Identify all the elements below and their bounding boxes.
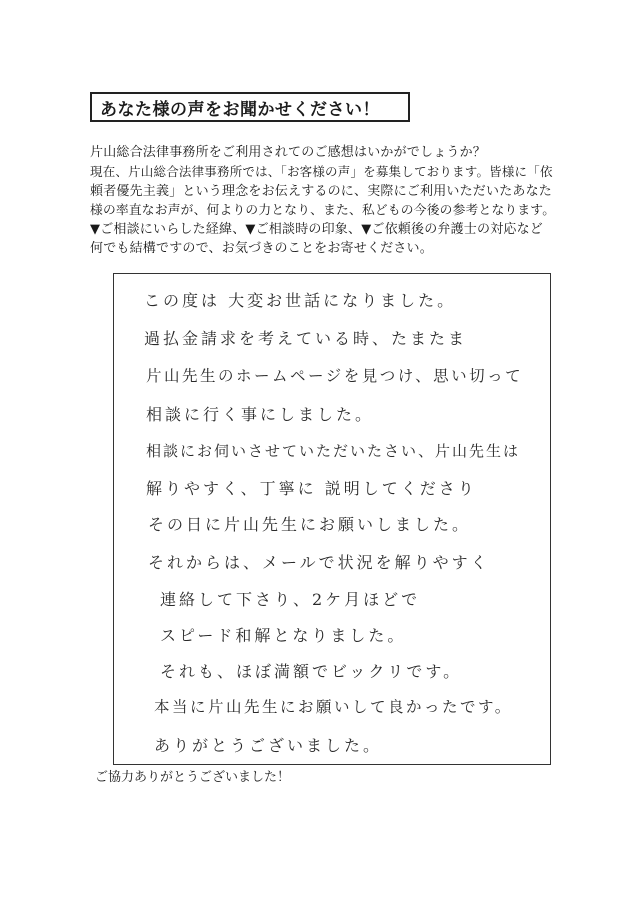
handwritten-line: 相談にお伺いさせていただいたさい、片山先生は xyxy=(146,442,521,460)
thank-you-note: ご協力ありがとうございました！ xyxy=(95,770,291,785)
intro-line: 様の率直なお声が、何よりの力となり、また、私どもの今後の参考となります。 xyxy=(90,202,556,218)
handwritten-line: 相談に行く事にしました。 xyxy=(146,405,375,424)
intro-line: ▼ご相談にいらした経緯、▼ご相談時の印象、▼ご依頼後の弁護士の対応など xyxy=(90,222,543,238)
handwritten-line: スピード和解となりました。 xyxy=(160,626,407,645)
handwritten-line: 本当に片山先生にお願いして良かったです。 xyxy=(154,698,513,716)
handwritten-line: その日に片山先生にお願いしました。 xyxy=(148,515,472,534)
handwritten-line: ありがとうございました。 xyxy=(154,736,383,755)
handwritten-line: それからは、メールで状況を解りやすく xyxy=(148,553,490,572)
handwritten-line: それも、ほぼ満額でビックリです。 xyxy=(160,662,463,681)
handwritten-line: 過払金請求を考えている時、たまたま xyxy=(144,329,468,348)
intro-line: 片山総合法律事務所をご利用されてのご感想はいかがでしょうか？ xyxy=(90,145,487,160)
handwritten-line: 連絡して下さり、2ケ月ほどで xyxy=(160,590,421,609)
intro-line: 現在、片山総合法律事務所では、「お客様の声」を募集しております。皆様に「依 xyxy=(90,164,553,180)
intro-line: 何でも結構ですので、お気づきのことをお寄せください。 xyxy=(90,241,433,257)
intro-text xyxy=(90,143,560,259)
intro-line: 頼者優先主義」という理念をお伝えするのに、実際にご利用いただいたあなた xyxy=(90,183,553,199)
handwritten-line: この度は 大変お世話になりました。 xyxy=(144,291,457,310)
page-title: あなた様の声をお聞かせください！ xyxy=(90,92,410,122)
handwritten-line: 解りやすく、丁寧に 説明してくださり xyxy=(146,479,477,498)
handwritten-comment-box xyxy=(113,273,551,765)
handwritten-line: 片山先生のホームページを見つけ、思い切って xyxy=(146,367,524,385)
